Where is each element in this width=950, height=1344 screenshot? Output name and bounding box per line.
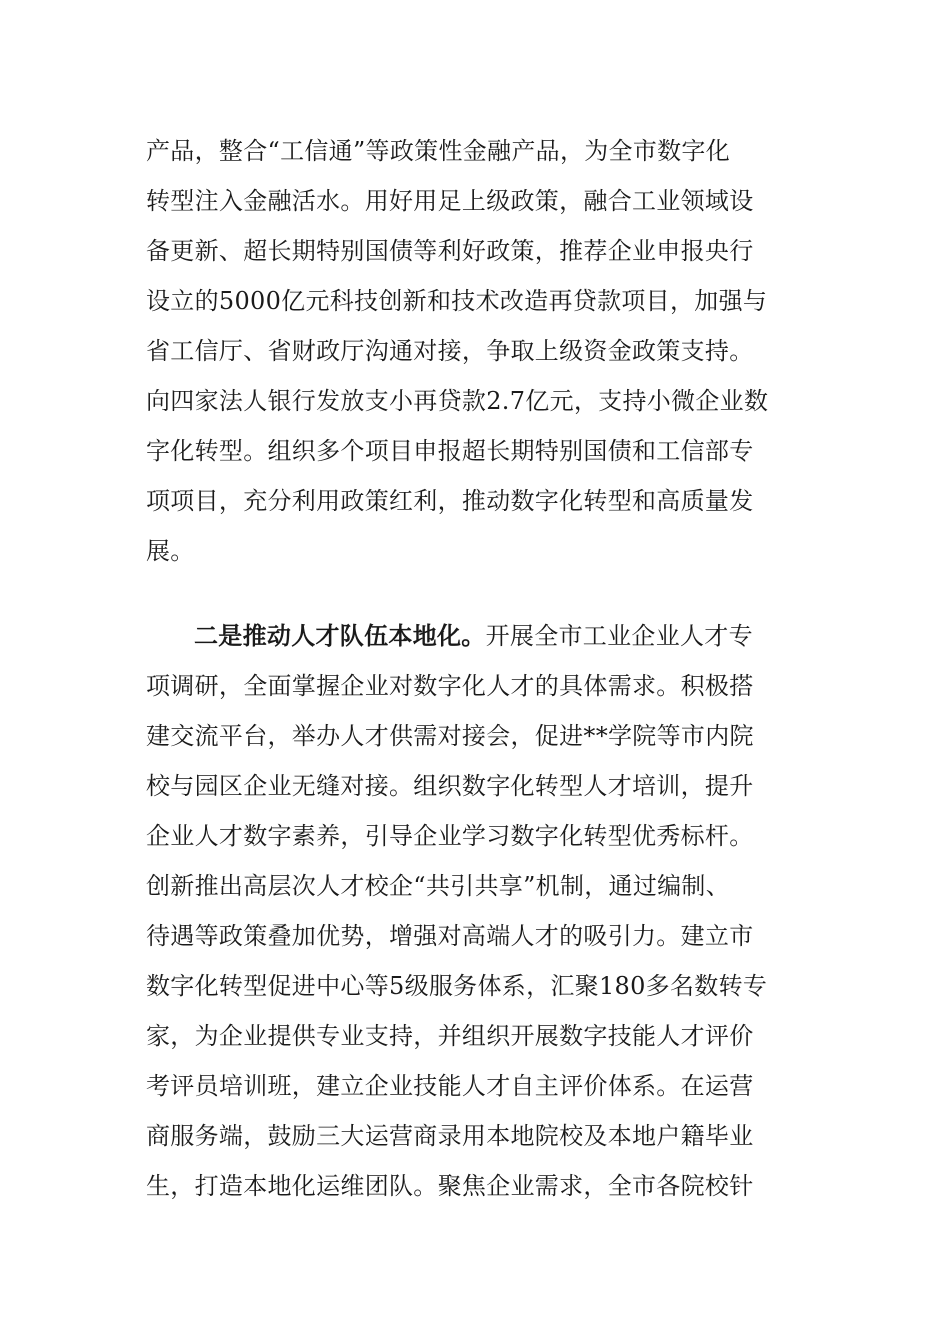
paragraph-2-first-line bbox=[194, 621, 753, 651]
paragraph-1-line: 字化转型。组织多个项目申报超长期特别国债和工信部专 bbox=[146, 437, 754, 465]
paragraph-2-first-line-text: 开展全市工业企业人才专 bbox=[485, 622, 753, 650]
paragraph-1-line: 设立的5000亿元科技创新和技术改造再贷款项目，加强与 bbox=[146, 287, 768, 315]
paragraph-1-line: 展。 bbox=[146, 537, 195, 565]
paragraph-2-line: 创新推出高层次人才校企“共引共享”机制，通过编制、 bbox=[146, 872, 731, 900]
paragraph-2-line: 商服务端，鼓励三大运营商录用本地院校及本地户籍毕业 bbox=[146, 1122, 754, 1150]
paragraph-2-line: 家，为企业提供专业支持，并组织开展数字技能人才评价 bbox=[146, 1022, 754, 1050]
paragraph-2-heading: 二是推动人才队伍本地化。 bbox=[194, 621, 486, 650]
paragraph-1-line: 转型注入金融活水。用好用足上级政策，融合工业领域设 bbox=[146, 187, 754, 215]
paragraph-1-line: 向四家法人银行发放支小再贷款2.7亿元，支持小微企业数 bbox=[146, 387, 769, 415]
paragraph-2-line: 项调研，全面掌握企业对数字化人才的具体需求。积极搭 bbox=[146, 672, 754, 700]
paragraph-2-line: 数字化转型促进中心等5级服务体系，汇聚180多名数转专 bbox=[146, 972, 768, 1000]
paragraph-2-line: 校与园区企业无缝对接。组织数字化转型人才培训，提升 bbox=[146, 772, 754, 800]
paragraph-2-line: 考评员培训班，建立企业技能人才自主评价体系。在运营 bbox=[146, 1072, 754, 1100]
paragraph-2-line: 生，打造本地化运维团队。聚焦企业需求，全市各院校针 bbox=[146, 1172, 754, 1200]
paragraph-1-line: 省工信厅、省财政厅沟通对接，争取上级资金政策支持。 bbox=[146, 337, 754, 365]
paragraph-1-line: 备更新、超长期特别国债等利好政策，推荐企业申报央行 bbox=[146, 237, 754, 265]
paragraph-2-line: 待遇等政策叠加优势，增强对高端人才的吸引力。建立市 bbox=[146, 922, 754, 950]
paragraph-2-line: 企业人才数字素养，引导企业学习数字化转型优秀标杆。 bbox=[146, 822, 754, 850]
paragraph-1-line: 项项目，充分利用政策红利，推动数字化转型和高质量发 bbox=[146, 487, 754, 515]
paragraph-2-line: 建交流平台，举办人才供需对接会，促进**学院等市内院 bbox=[146, 722, 754, 750]
paragraph-1-line: 产品，整合“工信通”等政策性金融产品，为全市数字化 bbox=[146, 137, 731, 165]
